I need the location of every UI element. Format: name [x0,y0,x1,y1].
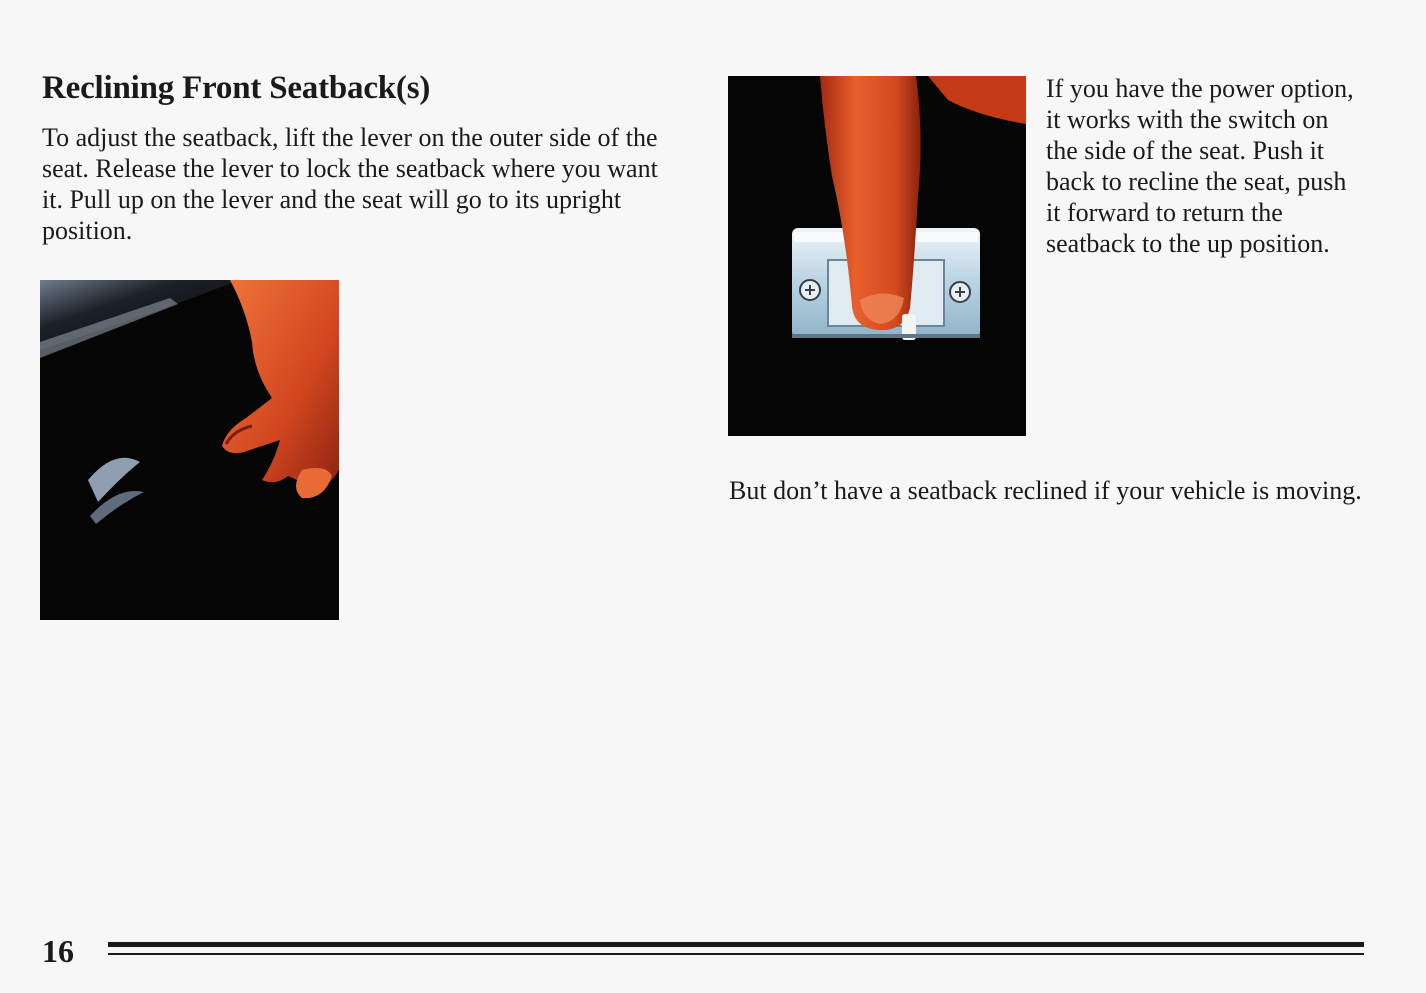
footer-rule-thin-line [108,953,1364,955]
page-number: 16 [42,933,74,969]
power-seat-switch-photo [728,76,1026,436]
footer-rule-thick-line [108,942,1364,947]
recline-warning: But don’t have a seatback reclined if your vehicle is moving. [729,476,1362,505]
finger-pressing-switch-illustration [728,76,1026,436]
seatback-lever-instructions: To adjust the seatback, lift the lever on the outer side of the seat. Release the lever to lock the seatback where you want it. Pull up on the lever and the seat will go to its upright position. [42,123,658,245]
power-option-instructions: If you have the power option, it works with the switch on the side of the seat. Push it back to recline the seat, push it forward to return the seatback to the up position. [1046,74,1354,258]
footer-rule [108,942,1364,958]
hand-lifting-lever-illustration [40,280,339,620]
seatback-lever-photo [40,280,339,620]
section-title: Reclining Front Seatback(s) [42,70,431,106]
